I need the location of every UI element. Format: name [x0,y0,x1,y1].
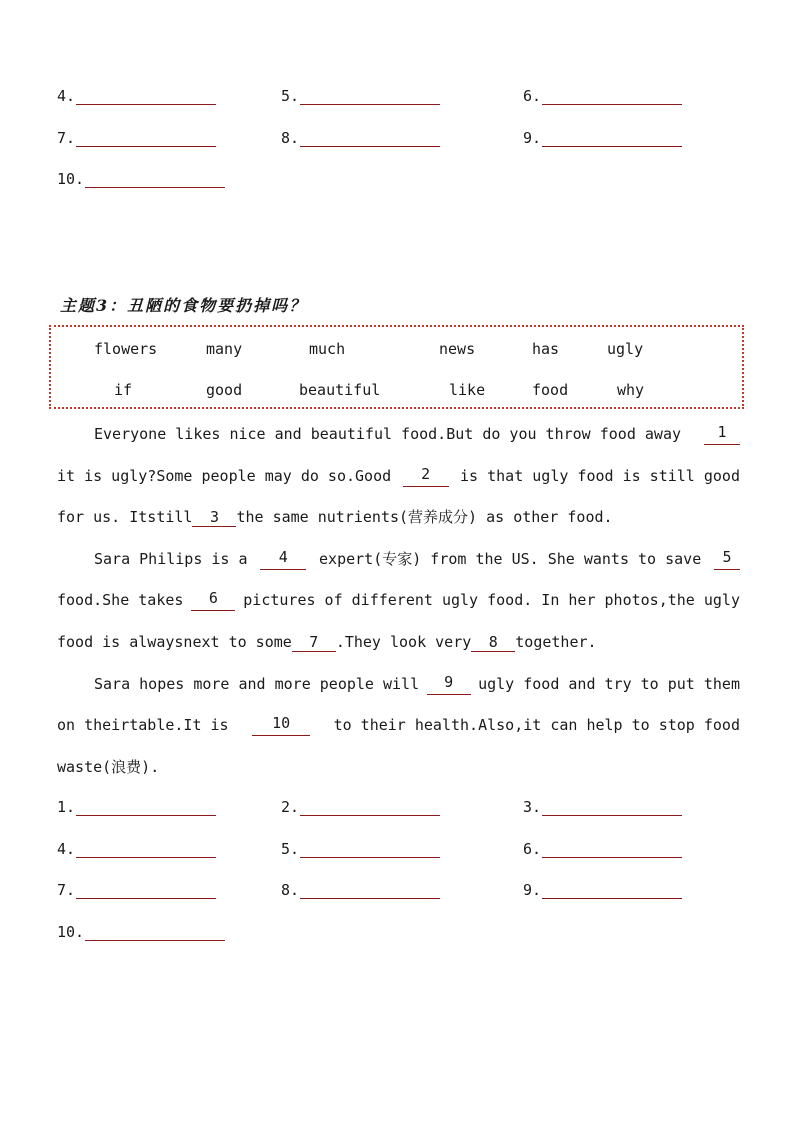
word-bank-item: news [439,340,476,358]
passage-line [94,673,740,695]
answer-blank-7[interactable] [57,129,216,147]
answer-line[interactable] [76,132,216,147]
blank-3[interactable]: 3 [192,508,236,527]
blank-2[interactable]: 2 [403,465,449,487]
answer-row [57,840,747,862]
word-bank-item: like [449,381,486,399]
answer-blank-6[interactable] [523,87,682,105]
word-bank [49,325,744,409]
answer-blank-9[interactable] [523,129,682,147]
passage-text: expert(专家) from the US. She wants to save [319,550,702,568]
passage-text: together. [515,633,597,651]
answer-number: 4. [57,840,76,858]
answer-line[interactable] [85,926,225,941]
answer-number: 8. [281,129,300,147]
blank-5[interactable]: 5 [714,548,740,570]
answer-number: 7. [57,881,76,899]
word-bank-item: why [617,381,645,399]
blank-1[interactable]: 1 [704,423,740,445]
passage-line [57,714,740,736]
blank-4[interactable]: 4 [260,548,306,570]
answer-blank-9[interactable] [523,881,682,899]
answer-line[interactable] [300,843,440,858]
word-bank-item: good [206,381,243,399]
answer-line[interactable] [76,843,216,858]
answer-number: 3. [523,798,542,816]
passage-line [94,548,740,570]
passage-text: waste(浪费). [57,758,160,776]
answer-line[interactable] [300,801,440,816]
answer-blank-10[interactable] [57,923,225,941]
answer-number: 8. [281,881,300,899]
answer-number: 10. [57,923,85,941]
passage-text: pictures of different ugly food. In her photos,the ugly [243,591,740,609]
passage-line [94,423,740,445]
word-bank-item: has [532,340,560,358]
answer-line[interactable] [300,90,440,105]
answer-blank-5[interactable] [281,87,440,105]
answer-number: 6. [523,840,542,858]
answer-line[interactable] [542,843,682,858]
answer-row [57,87,747,109]
topic-title: 主题3：丑陋的食物要扔掉吗？ [60,296,308,315]
word-bank-item: many [206,340,243,358]
passage-text: food is alwaysnext to some [57,633,292,651]
answer-blank-5[interactable] [281,840,440,858]
passage-text: ugly food and try to put them [478,675,740,693]
answer-line[interactable] [76,90,216,105]
answer-line[interactable] [542,884,682,899]
answer-blank-8[interactable] [281,129,440,147]
word-bank-item: much [309,340,346,358]
answer-line[interactable] [300,132,440,147]
answer-blank-4[interactable] [57,840,216,858]
answer-line[interactable] [542,90,682,105]
word-bank-item: ugly [607,340,644,358]
answer-number: 6. [523,87,542,105]
answer-number: 2. [281,798,300,816]
passage-line [57,756,159,778]
answer-line[interactable] [542,132,682,147]
answer-blank-8[interactable] [281,881,440,899]
passage-line [57,631,597,653]
word-bank-item: flowers [94,340,158,358]
word-bank-item: food [532,381,569,399]
passage-text: for us. Itstill [57,508,193,526]
passage-line [57,465,740,487]
answer-number: 10. [57,170,85,188]
passage-line [57,506,613,528]
answer-line[interactable] [300,884,440,899]
passage-text: .They look very [335,633,472,651]
passage-text: Sara Philips is a [94,550,248,568]
answer-number: 1. [57,798,76,816]
answer-blank-6[interactable] [523,840,682,858]
answer-blank-3[interactable] [523,798,682,816]
blank-9[interactable]: 9 [427,673,471,695]
passage-text: Sara hopes more and more people will [94,675,420,693]
passage-text: to their health.Also,it can help to stop food [333,716,740,734]
answer-blank-4[interactable] [57,87,216,105]
passage-line [57,589,740,611]
answer-number: 9. [523,129,542,147]
answer-line[interactable] [76,801,216,816]
answer-blank-2[interactable] [281,798,440,816]
word-bank-item: if [114,381,133,399]
answer-line[interactable] [85,173,225,188]
blank-6[interactable]: 6 [191,589,235,611]
passage-text: food.She takes [57,591,184,609]
word-bank-item: beautiful [299,381,381,399]
answer-row [57,129,747,151]
answer-number: 5. [281,840,300,858]
answer-row [57,923,747,945]
passage-text: the same nutrients(营养成分) as other food. [236,508,613,526]
answer-blank-1[interactable] [57,798,216,816]
answer-row [57,798,747,820]
answer-number: 7. [57,129,76,147]
answer-number: 4. [57,87,76,105]
answer-line[interactable] [542,801,682,816]
answer-blank-7[interactable] [57,881,216,899]
answer-blank-10[interactable] [57,170,225,188]
passage-text: on theirtable.It is [57,716,229,734]
passage-text: is that ugly food is still good [460,467,740,485]
answer-number: 5. [281,87,300,105]
passage-text: Everyone likes nice and beautiful food.But do you throw food away [94,425,681,443]
answer-number: 9. [523,881,542,899]
passage-text: it is ugly?Some people may do so.Good [57,467,392,485]
answer-row [57,881,747,903]
blank-10[interactable]: 10 [252,714,310,736]
answer-line[interactable] [76,884,216,899]
blank-8[interactable]: 8 [471,633,515,652]
answer-row [57,170,747,192]
blank-7[interactable]: 7 [292,633,336,652]
